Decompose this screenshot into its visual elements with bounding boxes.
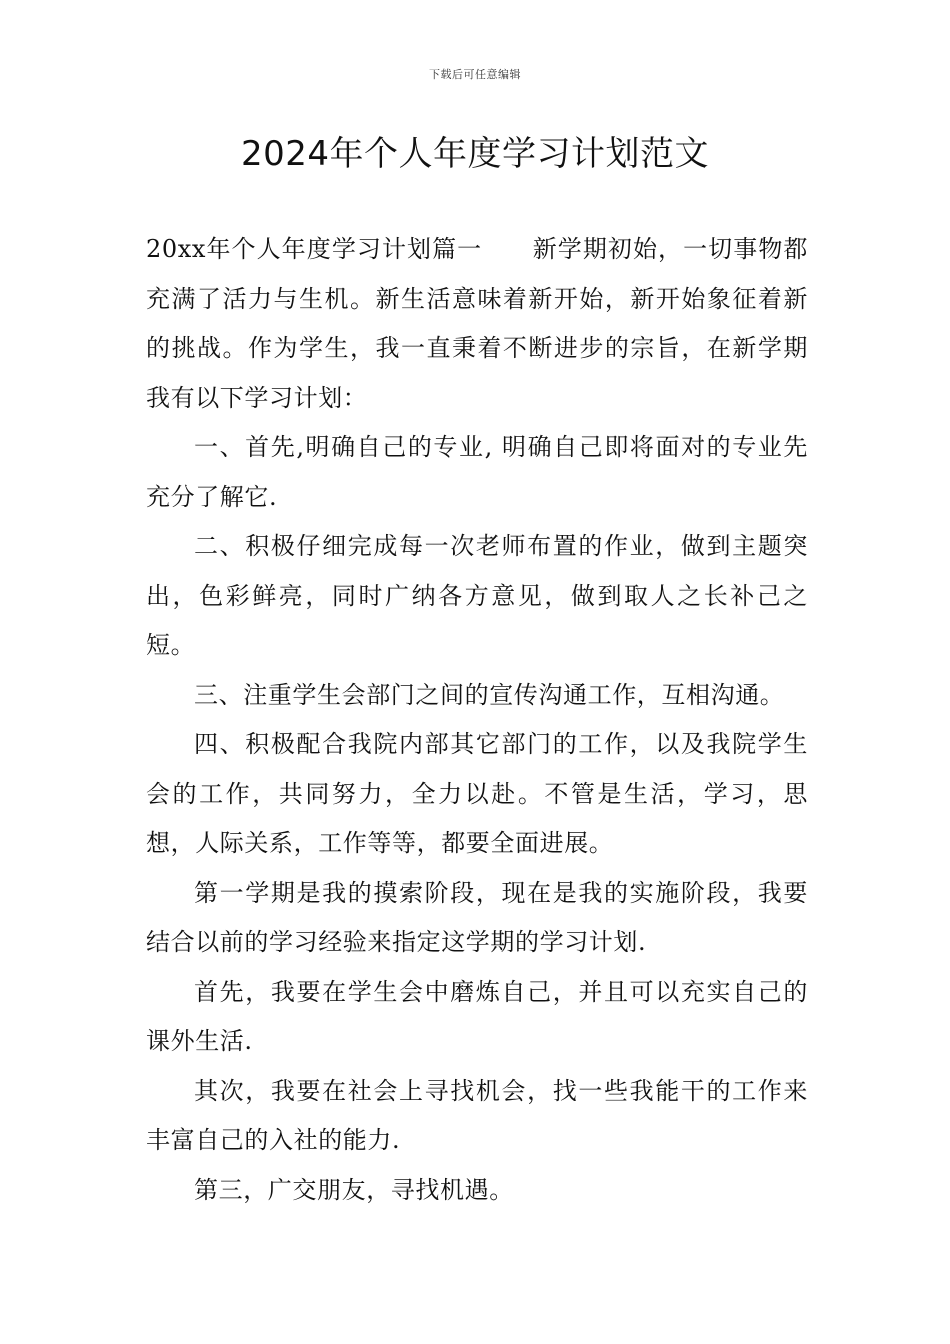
intro-lead: 20xx年个人年度学习计划篇一 [146, 235, 483, 263]
document-title: 2024年个人年度学习计划范文 [240, 134, 710, 174]
paragraph-point-4: 四、积极配合我院内部其它部门的工作，以及我院学生会的工作，共同努力，全力以赴。不管是生活，学习，思想，人际关系，工作等等，都要全面进展。 [146, 730, 808, 857]
paragraph-point-3: 三、注重学生会部门之间的宣传沟通工作，互相沟通。 [194, 680, 785, 709]
paragraph-secondly: 其次，我要在社会上寻找机会，找一些我能干的工作来丰富自己的入社的能力. [146, 1076, 808, 1154]
header-note: 下载后可任意编辑 [429, 68, 521, 81]
document-body [146, 225, 808, 1215]
intro-paragraph [146, 225, 808, 423]
intro-text: 新学期初始，一切事物都充满了活力与生机。新生活意味着新开始，新开始象征着新的挑战。作为学生，我一直秉着不断进步的宗旨，在新学期我有以下学习计划： [146, 235, 808, 412]
paragraph-first-semester: 第一学期是我的摸索阶段，现在是我的实施阶段，我要结合以前的学习经验来指定这学期的学习计划. [146, 878, 808, 956]
paragraph-point-2: 二、积极仔细完成每一次老师布置的作业，做到主题突出，色彩鲜亮，同时广纳各方意见，做到取人之长补己之短。 [146, 532, 808, 659]
paragraph-point-1: 一、首先,明确自己的专业, 明确自己即将面对的专业先充分了解它. [146, 433, 808, 511]
paragraph-firstly: 首先，我要在学生会中磨炼自己，并且可以充实自己的课外生活. [146, 977, 808, 1055]
paragraph-thirdly: 第三，广交朋友，寻找机遇。 [194, 1175, 514, 1204]
